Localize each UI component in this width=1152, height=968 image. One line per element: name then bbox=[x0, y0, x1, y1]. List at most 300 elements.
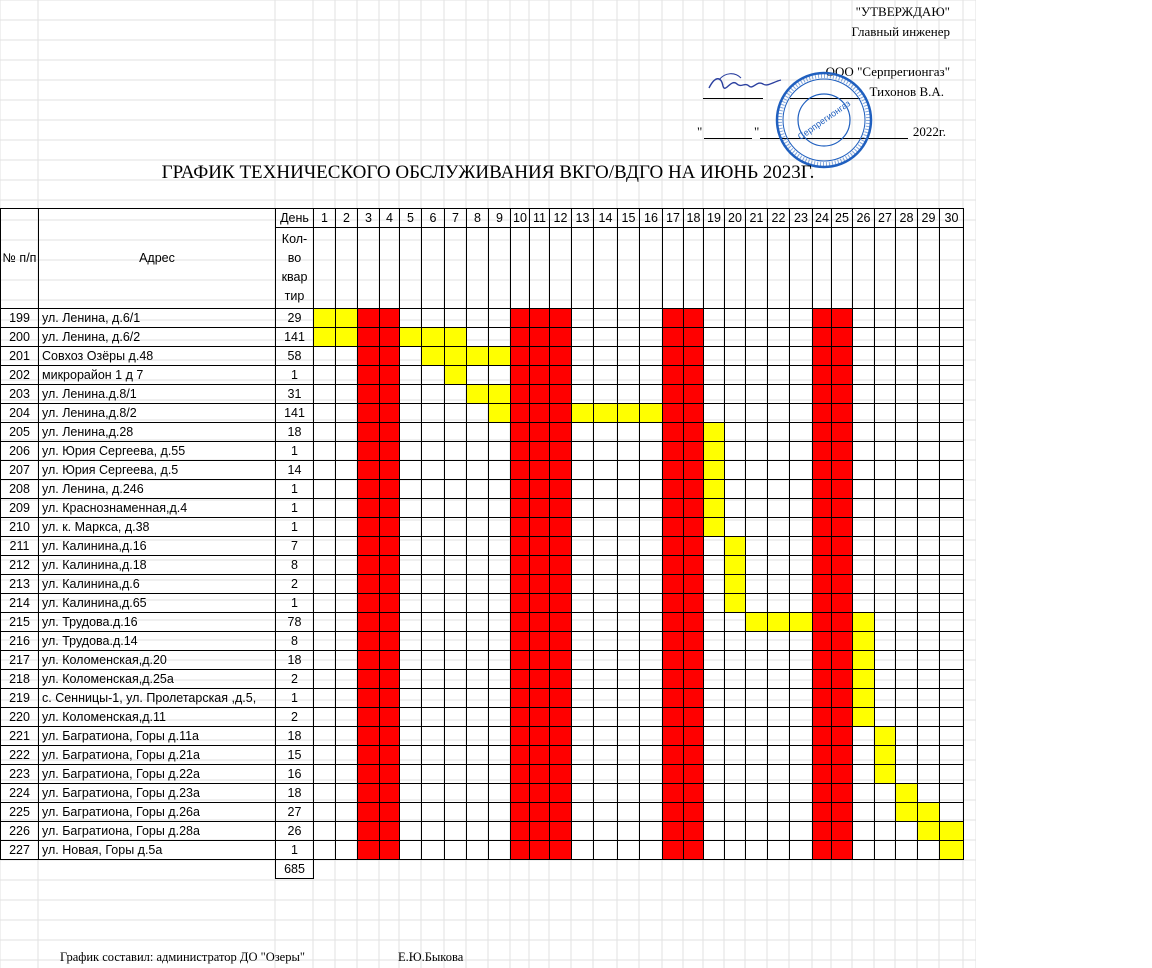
row-address: ул. Трудова.д.14 bbox=[39, 632, 276, 651]
weekend-cell bbox=[813, 575, 832, 594]
weekend-cell bbox=[550, 727, 572, 746]
table-row bbox=[1, 651, 964, 670]
day-header: 7 bbox=[445, 209, 467, 228]
weekend-cell bbox=[813, 822, 832, 841]
day-cell bbox=[853, 480, 875, 499]
row-qty: 1 bbox=[276, 841, 314, 860]
day-cell bbox=[704, 366, 725, 385]
weekend-cell bbox=[550, 385, 572, 404]
total-row bbox=[1, 860, 964, 879]
day-cell bbox=[746, 404, 768, 423]
weekend-cell bbox=[550, 651, 572, 670]
day-cell bbox=[445, 670, 467, 689]
service-cell bbox=[594, 404, 618, 423]
day-cell bbox=[875, 670, 896, 689]
service-cell bbox=[445, 366, 467, 385]
weekend-cell bbox=[663, 366, 684, 385]
row-qty: 8 bbox=[276, 556, 314, 575]
weekend-cell bbox=[358, 765, 380, 784]
weekend-cell bbox=[663, 404, 684, 423]
day-cell bbox=[572, 613, 594, 632]
day-cell bbox=[853, 423, 875, 442]
weekend-cell bbox=[358, 309, 380, 328]
weekend-cell bbox=[380, 594, 400, 613]
day-cell bbox=[336, 366, 358, 385]
day-header-blank bbox=[940, 228, 964, 309]
qty-header-part: Кол- bbox=[281, 232, 308, 247]
day-cell bbox=[768, 803, 790, 822]
day-cell bbox=[853, 366, 875, 385]
day-cell bbox=[940, 613, 964, 632]
date-quote-open: " bbox=[697, 124, 703, 139]
day-cell bbox=[704, 556, 725, 575]
day-cell bbox=[400, 670, 422, 689]
weekend-cell bbox=[832, 670, 853, 689]
weekend-cell bbox=[358, 822, 380, 841]
day-cell bbox=[400, 385, 422, 404]
weekend-cell bbox=[813, 765, 832, 784]
day-cell bbox=[640, 822, 663, 841]
day-cell bbox=[618, 727, 640, 746]
day-cell bbox=[640, 784, 663, 803]
day-cell bbox=[940, 803, 964, 822]
day-cell bbox=[790, 670, 813, 689]
table-row bbox=[1, 556, 964, 575]
day-cell bbox=[400, 556, 422, 575]
row-address: ул. Ленина, д.246 bbox=[39, 480, 276, 499]
day-cell bbox=[896, 822, 918, 841]
day-cell bbox=[640, 556, 663, 575]
day-cell bbox=[400, 765, 422, 784]
day-cell bbox=[489, 594, 511, 613]
service-cell bbox=[725, 556, 746, 575]
weekend-cell bbox=[832, 537, 853, 556]
weekend-cell bbox=[832, 803, 853, 822]
day-cell bbox=[768, 423, 790, 442]
day-cell bbox=[790, 537, 813, 556]
day-cell bbox=[918, 727, 940, 746]
weekend-cell bbox=[380, 784, 400, 803]
weekend-cell bbox=[663, 708, 684, 727]
day-cell bbox=[640, 575, 663, 594]
day-cell bbox=[853, 822, 875, 841]
day-cell bbox=[445, 442, 467, 461]
day-cell bbox=[445, 480, 467, 499]
day-header-blank bbox=[875, 228, 896, 309]
day-cell bbox=[896, 499, 918, 518]
day-cell bbox=[853, 461, 875, 480]
day-cell bbox=[422, 651, 445, 670]
row-qty: 58 bbox=[276, 347, 314, 366]
weekend-cell bbox=[813, 613, 832, 632]
row-address: ул. Калинина,д.6 bbox=[39, 575, 276, 594]
day-cell bbox=[940, 461, 964, 480]
weekend-cell bbox=[358, 518, 380, 537]
day-cell bbox=[853, 347, 875, 366]
day-header-blank bbox=[467, 228, 489, 309]
day-cell bbox=[489, 461, 511, 480]
day-cell bbox=[790, 518, 813, 537]
day-cell bbox=[572, 480, 594, 499]
day-cell bbox=[489, 556, 511, 575]
service-cell bbox=[422, 328, 445, 347]
weekend-cell bbox=[684, 575, 704, 594]
day-cell bbox=[640, 518, 663, 537]
day-cell bbox=[918, 670, 940, 689]
day-cell bbox=[467, 518, 489, 537]
weekend-cell bbox=[380, 442, 400, 461]
weekend-cell bbox=[511, 689, 530, 708]
day-cell bbox=[445, 784, 467, 803]
day-cell bbox=[746, 442, 768, 461]
day-cell bbox=[918, 347, 940, 366]
date-quote-close: " bbox=[754, 124, 760, 139]
day-cell bbox=[704, 803, 725, 822]
day-cell bbox=[572, 537, 594, 556]
day-cell bbox=[768, 689, 790, 708]
weekend-cell bbox=[530, 670, 550, 689]
weekend-cell bbox=[358, 442, 380, 461]
weekend-cell bbox=[511, 309, 530, 328]
day-cell bbox=[618, 670, 640, 689]
day-cell bbox=[445, 708, 467, 727]
row-qty: 16 bbox=[276, 765, 314, 784]
weekend-cell bbox=[550, 632, 572, 651]
weekend-cell bbox=[832, 556, 853, 575]
table-row bbox=[1, 765, 964, 784]
day-cell bbox=[853, 784, 875, 803]
service-cell bbox=[336, 309, 358, 328]
weekend-cell bbox=[511, 347, 530, 366]
day-cell bbox=[618, 347, 640, 366]
day-cell bbox=[875, 461, 896, 480]
day-cell bbox=[704, 746, 725, 765]
total-qty: 685 bbox=[276, 860, 314, 879]
day-header: 21 bbox=[746, 209, 768, 228]
day-cell bbox=[572, 442, 594, 461]
day-cell bbox=[422, 727, 445, 746]
day-cell bbox=[400, 708, 422, 727]
approval-year: 2022г. bbox=[912, 124, 946, 139]
day-cell bbox=[704, 727, 725, 746]
day-cell bbox=[594, 385, 618, 404]
day-cell bbox=[336, 499, 358, 518]
day-cell bbox=[896, 366, 918, 385]
day-header: 19 bbox=[704, 209, 725, 228]
approval-company: ООО "Серпрегионгаз" bbox=[825, 64, 950, 79]
day-cell bbox=[572, 822, 594, 841]
weekend-cell bbox=[813, 480, 832, 499]
service-cell bbox=[467, 347, 489, 366]
day-cell bbox=[918, 461, 940, 480]
row-qty: 18 bbox=[276, 727, 314, 746]
day-cell bbox=[853, 556, 875, 575]
weekend-cell bbox=[684, 518, 704, 537]
day-header-blank bbox=[663, 228, 684, 309]
day-cell bbox=[467, 651, 489, 670]
day-cell bbox=[725, 309, 746, 328]
day-cell bbox=[400, 613, 422, 632]
day-cell bbox=[725, 366, 746, 385]
weekend-cell bbox=[684, 556, 704, 575]
row-address: ул. Багратиона, Горы д.22а bbox=[39, 765, 276, 784]
row-number: 215 bbox=[1, 613, 39, 632]
weekend-cell bbox=[358, 613, 380, 632]
day-cell bbox=[467, 309, 489, 328]
day-cell bbox=[790, 784, 813, 803]
row-qty: 1 bbox=[276, 594, 314, 613]
day-cell bbox=[336, 480, 358, 499]
weekend-cell bbox=[832, 442, 853, 461]
day-cell bbox=[594, 480, 618, 499]
row-qty: 1 bbox=[276, 499, 314, 518]
weekend-cell bbox=[813, 708, 832, 727]
day-cell bbox=[725, 385, 746, 404]
weekend-cell bbox=[358, 689, 380, 708]
approval-name: Тихонов В.А. bbox=[869, 84, 944, 99]
day-cell bbox=[875, 499, 896, 518]
day-cell bbox=[400, 822, 422, 841]
day-header-blank bbox=[853, 228, 875, 309]
weekend-cell bbox=[550, 841, 572, 860]
weekend-cell bbox=[550, 594, 572, 613]
day-cell bbox=[640, 803, 663, 822]
weekend-cell bbox=[550, 575, 572, 594]
day-cell bbox=[768, 537, 790, 556]
weekend-cell bbox=[358, 651, 380, 670]
day-cell bbox=[768, 632, 790, 651]
day-header: 27 bbox=[875, 209, 896, 228]
day-cell bbox=[314, 746, 336, 765]
table-row bbox=[1, 499, 964, 518]
day-cell bbox=[896, 708, 918, 727]
row-address: ул. Коломенская,д.11 bbox=[39, 708, 276, 727]
day-cell bbox=[746, 765, 768, 784]
day-cell bbox=[314, 841, 336, 860]
day-cell bbox=[572, 366, 594, 385]
day-cell bbox=[875, 822, 896, 841]
day-header: 28 bbox=[896, 209, 918, 228]
weekend-cell bbox=[832, 480, 853, 499]
day-cell bbox=[790, 727, 813, 746]
weekend-cell bbox=[358, 575, 380, 594]
row-number: 221 bbox=[1, 727, 39, 746]
day-cell bbox=[572, 423, 594, 442]
day-cell bbox=[336, 575, 358, 594]
day-cell bbox=[336, 537, 358, 556]
day-cell bbox=[790, 480, 813, 499]
day-cell bbox=[594, 442, 618, 461]
service-cell bbox=[853, 689, 875, 708]
weekend-cell bbox=[813, 499, 832, 518]
day-cell bbox=[314, 518, 336, 537]
day-cell bbox=[594, 803, 618, 822]
weekend-cell bbox=[530, 480, 550, 499]
schedule-table bbox=[0, 208, 964, 879]
day-cell bbox=[594, 575, 618, 594]
row-address: ул. Ленина,д.28 bbox=[39, 423, 276, 442]
day-cell bbox=[618, 309, 640, 328]
weekend-cell bbox=[663, 309, 684, 328]
day-cell bbox=[746, 347, 768, 366]
day-cell bbox=[918, 613, 940, 632]
day-cell bbox=[489, 746, 511, 765]
day-header-blank bbox=[768, 228, 790, 309]
day-cell bbox=[594, 746, 618, 765]
row-address: ул. Ленина,д.8/2 bbox=[39, 404, 276, 423]
day-cell bbox=[918, 689, 940, 708]
table-row bbox=[1, 746, 964, 765]
day-header-blank bbox=[594, 228, 618, 309]
day-cell bbox=[314, 689, 336, 708]
row-qty: 26 bbox=[276, 822, 314, 841]
row-number: 200 bbox=[1, 328, 39, 347]
day-cell bbox=[594, 347, 618, 366]
day-cell bbox=[489, 727, 511, 746]
day-header-blank bbox=[832, 228, 853, 309]
day-cell bbox=[940, 366, 964, 385]
weekend-cell bbox=[550, 537, 572, 556]
weekend-cell bbox=[380, 708, 400, 727]
day-cell bbox=[640, 689, 663, 708]
weekend-cell bbox=[530, 803, 550, 822]
weekend-cell bbox=[511, 385, 530, 404]
day-cell bbox=[400, 841, 422, 860]
day-cell bbox=[467, 537, 489, 556]
day-cell bbox=[918, 385, 940, 404]
weekend-cell bbox=[663, 632, 684, 651]
weekend-cell bbox=[380, 461, 400, 480]
day-cell bbox=[467, 784, 489, 803]
day-cell bbox=[746, 480, 768, 499]
day-cell bbox=[853, 537, 875, 556]
day-header-blank bbox=[380, 228, 400, 309]
day-cell bbox=[572, 575, 594, 594]
weekend-cell bbox=[530, 556, 550, 575]
day-header-blank bbox=[530, 228, 550, 309]
weekend-cell bbox=[663, 689, 684, 708]
day-cell bbox=[640, 328, 663, 347]
weekend-cell bbox=[684, 632, 704, 651]
day-cell bbox=[746, 670, 768, 689]
day-header-blank bbox=[445, 228, 467, 309]
day-cell bbox=[940, 556, 964, 575]
weekend-cell bbox=[380, 499, 400, 518]
weekend-cell bbox=[530, 423, 550, 442]
weekend-cell bbox=[511, 366, 530, 385]
day-cell bbox=[594, 366, 618, 385]
day-header: 6 bbox=[422, 209, 445, 228]
weekend-cell bbox=[511, 822, 530, 841]
day-cell bbox=[640, 442, 663, 461]
day-cell bbox=[467, 841, 489, 860]
day-cell bbox=[314, 423, 336, 442]
day-cell bbox=[790, 385, 813, 404]
weekend-cell bbox=[358, 784, 380, 803]
weekend-cell bbox=[380, 822, 400, 841]
table-row bbox=[1, 385, 964, 404]
day-cell bbox=[489, 423, 511, 442]
weekend-cell bbox=[832, 461, 853, 480]
service-cell bbox=[896, 784, 918, 803]
day-cell bbox=[790, 309, 813, 328]
service-cell bbox=[572, 404, 594, 423]
day-cell bbox=[489, 670, 511, 689]
weekend-cell bbox=[530, 537, 550, 556]
day-cell bbox=[594, 537, 618, 556]
day-cell bbox=[572, 461, 594, 480]
day-cell bbox=[618, 537, 640, 556]
weekend-cell bbox=[813, 841, 832, 860]
service-cell bbox=[704, 423, 725, 442]
weekend-cell bbox=[511, 480, 530, 499]
day-cell bbox=[422, 518, 445, 537]
day-header-blank bbox=[400, 228, 422, 309]
day-cell bbox=[336, 556, 358, 575]
day-cell bbox=[489, 537, 511, 556]
day-cell bbox=[896, 727, 918, 746]
weekend-cell bbox=[684, 803, 704, 822]
day-cell bbox=[704, 347, 725, 366]
row-number: 207 bbox=[1, 461, 39, 480]
column-header-number: № п/п bbox=[1, 209, 39, 309]
day-cell bbox=[572, 328, 594, 347]
row-number: 223 bbox=[1, 765, 39, 784]
day-cell bbox=[918, 328, 940, 347]
day-cell bbox=[790, 461, 813, 480]
day-header-blank bbox=[422, 228, 445, 309]
day-cell bbox=[940, 784, 964, 803]
weekend-cell bbox=[358, 366, 380, 385]
day-cell bbox=[725, 765, 746, 784]
weekend-cell bbox=[530, 632, 550, 651]
day-cell bbox=[467, 461, 489, 480]
day-cell bbox=[618, 632, 640, 651]
day-cell bbox=[918, 518, 940, 537]
service-cell bbox=[314, 328, 336, 347]
weekend-cell bbox=[550, 499, 572, 518]
footer-compiled-by: График составил: администратор ДО "Озеры" bbox=[60, 950, 305, 964]
day-header: 16 bbox=[640, 209, 663, 228]
column-header-day: День bbox=[276, 209, 314, 228]
weekend-cell bbox=[358, 746, 380, 765]
row-number: 211 bbox=[1, 537, 39, 556]
date-day-line bbox=[704, 138, 752, 139]
day-cell bbox=[896, 613, 918, 632]
day-cell bbox=[594, 841, 618, 860]
day-cell bbox=[618, 822, 640, 841]
row-address: ул. Багратиона, Горы д.21а bbox=[39, 746, 276, 765]
day-cell bbox=[336, 632, 358, 651]
day-cell bbox=[400, 537, 422, 556]
day-cell bbox=[768, 784, 790, 803]
service-cell bbox=[725, 537, 746, 556]
day-cell bbox=[704, 841, 725, 860]
day-cell bbox=[768, 556, 790, 575]
day-header-blank bbox=[684, 228, 704, 309]
day-cell bbox=[400, 347, 422, 366]
day-cell bbox=[725, 423, 746, 442]
table-row bbox=[1, 328, 964, 347]
day-header-blank bbox=[704, 228, 725, 309]
day-cell bbox=[875, 803, 896, 822]
day-cell bbox=[853, 841, 875, 860]
day-cell bbox=[940, 385, 964, 404]
day-cell bbox=[640, 385, 663, 404]
weekend-cell bbox=[550, 328, 572, 347]
row-qty: 31 bbox=[276, 385, 314, 404]
weekend-cell bbox=[511, 556, 530, 575]
